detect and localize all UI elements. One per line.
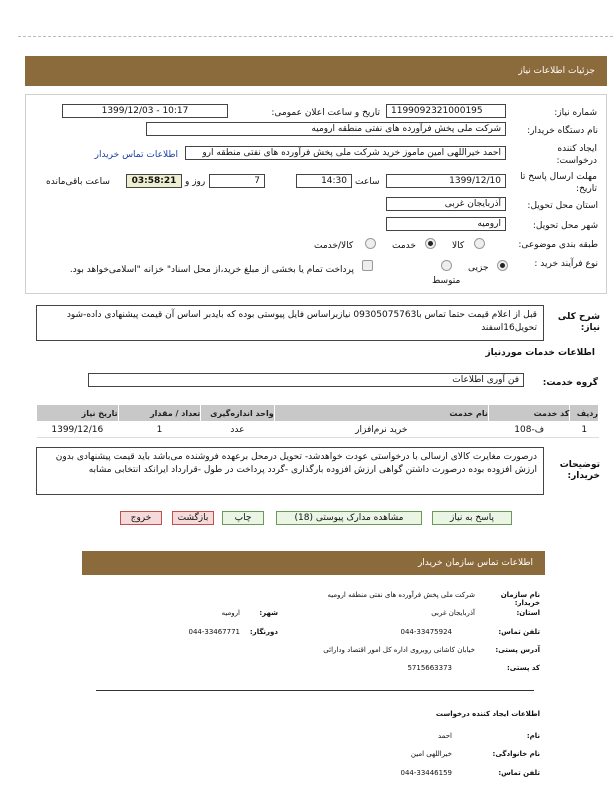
creator-family-label: نام خانوادگی: (492, 750, 540, 758)
contact-header (82, 551, 545, 575)
attachments-button[interactable]: مشاهده مدارک پیوستی (18) (276, 511, 422, 525)
print-button[interactable]: چاپ (222, 511, 264, 525)
category-radio-goods-service[interactable] (365, 238, 376, 249)
org-value: شرکت ملی پخش فرآورده های نفتی منطقه ارومیه (327, 591, 475, 599)
org-label: نام سازمان خریدار: (500, 591, 540, 607)
contact-divider (96, 690, 534, 691)
announce-field: 1399/12/03 - 10:17 (62, 104, 228, 118)
creator-phone-value: 044-33446159 (400, 769, 452, 777)
address-label: آدرس پستی: (495, 646, 540, 654)
description-text: قبل از اعلام قیمت حتما تماس با09305075763 نیازبراساس فایل پیوستی بوده که بایدبر اساس آن قیمت پیشنهادی داده-شود تحویل16اسفند (66, 310, 537, 333)
contact-province-value: آذربایجان غربی (431, 609, 475, 617)
payment-note: پرداخت تمام یا بخشی از مبلغ خرید،از محل اسناد" خزانه "اسلامی‌خواهد بود. (69, 265, 354, 275)
process-radio-medium[interactable] (441, 260, 452, 271)
treasury-checkbox[interactable] (362, 260, 373, 271)
services-title: اطلاعات خدمات مورد‌نیاز (485, 348, 595, 358)
remaining-label: ساعت باقی‌مانده (46, 177, 110, 187)
contact-city-label: شهر: (259, 609, 278, 617)
creator-name-value: احمد (438, 732, 452, 740)
process-label: نوع فرآیند خرید : (534, 259, 598, 269)
contact-fax-label: دورنگار: (249, 628, 278, 636)
time-label: ساعت (355, 177, 380, 187)
col-unit: واحد اندازه‌گیری (201, 405, 274, 422)
cell-date: 1399/12/16 (37, 422, 119, 438)
services-table-header (37, 405, 599, 422)
cell-name: خرید نرم‌افزار (274, 422, 488, 438)
buyer-contact-link[interactable]: اطلاعات تماس خریدار (94, 150, 178, 160)
contact-city-value: ارومیه (221, 609, 240, 617)
exit-button[interactable]: خروج (120, 511, 162, 525)
process-option-minor: جزیی (468, 263, 489, 273)
col-code: کد خدمت (488, 405, 570, 422)
address-value: خیابان کاشانی روبروی اداره کل امور اقتصاد ودارائی (323, 646, 475, 654)
creator-field: احمد خیراللهی امین ماموز خرید شرکت ملی پخش فرآورده های نفتی منطقه ارو (185, 146, 506, 160)
cell-code: ف-108 (488, 422, 570, 438)
contact-phone-value: 044-33475924 (400, 628, 452, 636)
contact-fax-value: 044-33467771 (188, 628, 240, 636)
services-table (36, 404, 599, 438)
cell-unit: عدد (201, 422, 274, 438)
buyer-field: شرکت ملی پخش فرآورده های نفتی منطقه ارومیه (146, 122, 506, 136)
category-option-goods-service: کالا/خدمت (314, 241, 354, 251)
description-box (36, 305, 544, 341)
need-number-label: شماره نیاز: (554, 108, 597, 118)
col-qty: تعداد / مقدار (118, 405, 201, 422)
postal-label: کد پستی: (506, 664, 540, 672)
buyer-label: نام دستگاه خریدار: (527, 126, 598, 136)
city-label: شهر محل تحویل: (532, 221, 598, 231)
contact-title: اطلاعات تماس سازمان خریدار (417, 558, 533, 568)
back-button[interactable]: بازگشت (172, 511, 214, 525)
service-group-field: فن آوری اطلاعات (88, 373, 524, 387)
province-field: آذربایجان غربی (386, 197, 506, 211)
contact-phone-label: تلفن تماس: (498, 628, 540, 636)
province-label: استان محل تحویل: (527, 201, 598, 211)
buyer-notes-box (36, 447, 544, 495)
days-field: 7 (209, 174, 265, 188)
category-radio-goods[interactable] (474, 238, 485, 249)
creator-name-label: نام: (526, 732, 540, 740)
col-row: ردیف (570, 405, 599, 422)
table-row (37, 422, 599, 438)
category-option-service: خدمت (392, 241, 416, 251)
service-group-label: گروه خدمت: (542, 378, 598, 388)
deadline-time-field: 14:30 (296, 174, 352, 188)
day-label: روز و (185, 177, 206, 187)
buyer-notes-label: توضیحات خریدار: (559, 460, 600, 481)
announce-label: تاریخ و ساعت اعلان عمومی: (271, 108, 380, 118)
process-radio-minor[interactable] (497, 260, 508, 271)
buyer-notes-text: درصورت مغایرت کالای ارسالی با درخواستی عودت خواهدشد- تحویل درمحل برعهده فروشنده می‌باشد باید قیمت پیشنهادی بدون ارزش افزوده بوده درصورت داشتن گواهی ارزش افزوده بارگذاری -گردد پرداخت در طول -قرارداد ایرانکد انتخابی مشابه (55, 452, 537, 475)
remaining-time-field: 03:58:21 (126, 174, 182, 188)
need-number-field: 1199092321000195 (386, 104, 506, 118)
cell-row: 1 (570, 422, 599, 438)
deadline-label: مهلت ارسال پاسخ تا تاریخ: (520, 172, 597, 194)
creator-family-value: خیراللهی امین (410, 750, 452, 758)
cell-qty: 1 (118, 422, 201, 438)
col-date: تاریخ نیاز (37, 405, 119, 422)
creator-info-title: اطلاعات ایجاد کننده درخواست (435, 710, 540, 718)
deadline-date-field: 1399/12/10 (386, 174, 506, 188)
col-name: نام خدمت (274, 405, 488, 422)
city-field: ارومیه (386, 217, 506, 231)
page-title: جزئیات اطلاعات نیاز (518, 66, 595, 76)
creator-phone-label: تلفن تماس: (498, 769, 540, 777)
category-option-goods: کالا (452, 241, 465, 251)
category-label: طبقه بندی موضوعی: (518, 240, 598, 250)
process-option-medium: متوسط (432, 276, 461, 286)
category-radio-service[interactable] (425, 238, 436, 249)
description-label: شرح کلی نیاز: (557, 312, 600, 333)
postal-value: 5715663373 (407, 664, 452, 672)
page-header (25, 56, 607, 86)
contact-province-label: استان: (516, 609, 540, 617)
reply-button[interactable]: پاسخ به نیاز (432, 511, 512, 525)
top-divider (18, 36, 613, 37)
creator-label: ایجاد کننده درخواست: (556, 144, 597, 166)
